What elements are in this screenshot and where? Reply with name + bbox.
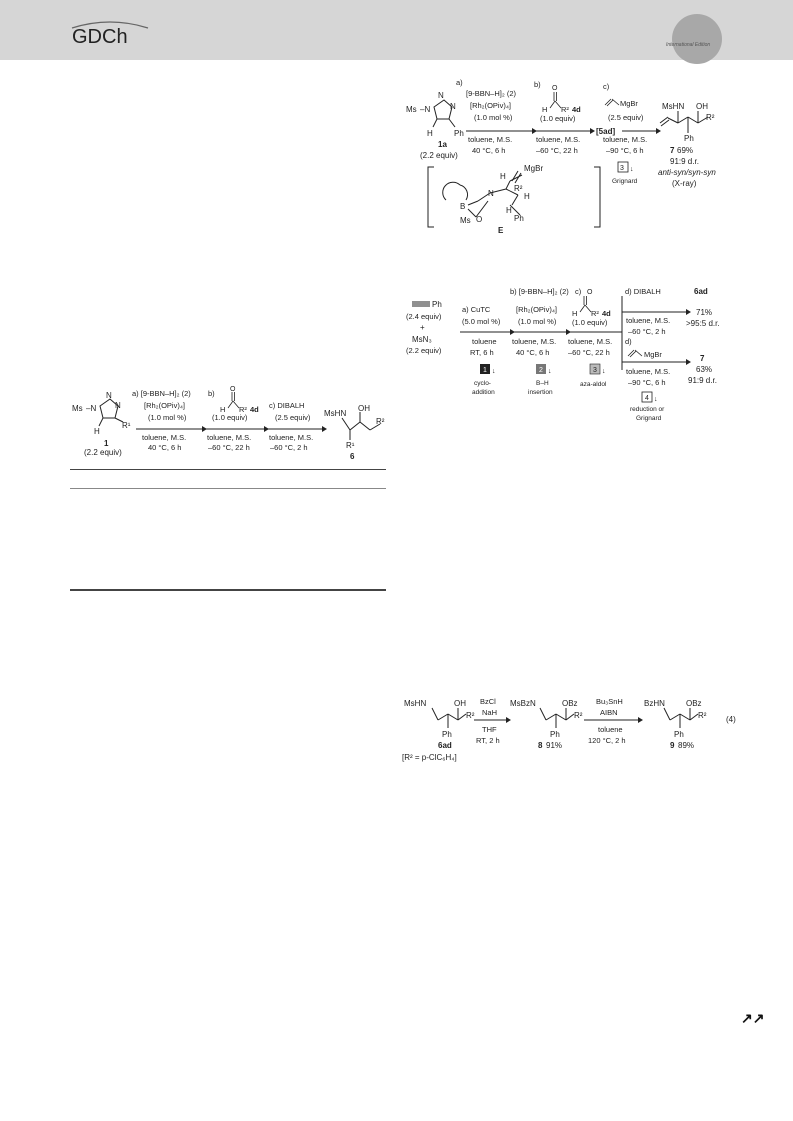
reagent-c-1: c)	[603, 82, 610, 91]
step1-reagent-1: BzCl	[480, 697, 496, 706]
mid-yield: 91%	[546, 741, 563, 750]
cond-d2-2: –90 °C, 6 h	[628, 378, 666, 387]
step3-label: aza-aldol	[580, 381, 607, 388]
prod1-label: 6ad	[694, 287, 708, 296]
aldehyde-icon	[550, 92, 561, 108]
step2-label-1: B–H	[536, 380, 549, 387]
svg-text:↓: ↓	[654, 396, 658, 403]
aldehyde-label: 4d	[572, 105, 581, 114]
cond-c-2: –60 °C, 2 h	[270, 443, 308, 452]
alkyne-equiv: (2.4 equiv)	[406, 312, 442, 321]
h-label: H	[427, 129, 433, 138]
cond-c-1: toluene, M.S.	[269, 433, 314, 442]
product-6-structure	[342, 412, 380, 440]
product-nhms: MsHN	[324, 409, 347, 418]
step4-label-2: Grignard	[636, 415, 662, 422]
cond-b-2: 40 °C, 6 h	[516, 348, 550, 357]
product-label: 6	[350, 452, 355, 461]
reagent-b-1: b)	[534, 80, 541, 89]
svg-text:↓: ↓	[492, 368, 496, 375]
sm-nhms: MsHN	[404, 699, 427, 708]
step1-num: 1	[483, 367, 487, 374]
sm-equiv: (2.2 equiv)	[84, 448, 122, 457]
sm-equiv: (2.2 equiv)	[420, 151, 458, 160]
reagent-b-2: [Rh₂(OPiv)₄]	[516, 305, 557, 314]
azide-label: MsN₃	[412, 335, 432, 344]
prod-yield: 89%	[678, 741, 695, 750]
compound-8-structure	[540, 708, 574, 728]
product-yield: 69%	[677, 146, 694, 155]
aldehyde-label: 4d	[602, 309, 611, 318]
ts-h3: H	[506, 206, 512, 215]
reagent-a-1: a) [9-BBN–H]₂ (2)	[132, 389, 191, 398]
cond-b-1: toluene, M.S.	[536, 135, 581, 144]
cond-a-2: 40 °C, 6 h	[148, 443, 182, 452]
step1-label-1: cyclo-	[474, 380, 491, 387]
product-oh: OH	[696, 102, 708, 111]
cond-a-1: toluene, M.S.	[468, 135, 513, 144]
prod1-dr: >95:5 d.r.	[686, 319, 720, 328]
reagent-b-label: b)	[208, 389, 215, 398]
cond-d1-1: toluene, M.S.	[626, 316, 671, 325]
logo-text: GDCh	[72, 26, 128, 46]
product-xray: (X-ray)	[672, 179, 697, 188]
product-stereo: anti-syn/syn-syn	[658, 168, 716, 177]
cond-a-1: toluene, M.S.	[142, 433, 187, 442]
product-dr: 91:9 d.r.	[670, 157, 699, 166]
reagent-c-1: c) DIBALH	[269, 401, 305, 410]
svg-text:O: O	[552, 85, 558, 92]
azide-equiv: (2.2 equiv)	[406, 346, 442, 355]
reagent-b-1: b) [9-BBN–H]₂ (2)	[510, 287, 569, 296]
reagent-a-2: [Rh₂(OPiv)₄]	[144, 401, 185, 410]
svg-text:–N: –N	[420, 105, 431, 114]
cond-b-1: toluene, M.S.	[512, 337, 557, 346]
step1-label-2: addition	[472, 389, 495, 396]
table-rule-bottom	[70, 589, 386, 591]
reagent-a-1: a) CuTC	[462, 305, 491, 314]
product-ph: Ph	[684, 134, 694, 143]
sm-r2: R²	[466, 711, 475, 720]
step3-num: 3	[620, 165, 624, 172]
step2-reagent-1: Bu₃SnH	[596, 697, 623, 706]
reagent-d2-2: MgBr	[644, 350, 662, 359]
aldehyde-h: H	[542, 105, 548, 114]
ts-h2: H	[524, 192, 530, 201]
h-label: H	[94, 427, 100, 436]
cond-c-2: –60 °C, 22 h	[568, 348, 610, 357]
intermediate-5ad: [5ad]	[596, 127, 616, 136]
step1-cond-2: RT, 2 h	[476, 736, 500, 745]
reagent-c-3: (1.0 equiv)	[572, 318, 608, 327]
product-r2: R²	[706, 113, 715, 122]
gdch-logo	[70, 18, 150, 51]
svg-text:N: N	[438, 91, 444, 100]
ts-o: O	[476, 215, 483, 224]
svg-text:↓: ↓	[630, 166, 634, 173]
table-rule-top	[70, 469, 386, 470]
plus-sign: +	[420, 323, 425, 332]
product-nhms: MsHN	[662, 102, 685, 111]
scheme-1	[70, 384, 390, 468]
sm-note: [R² = p-ClC₆H₄]	[402, 753, 457, 762]
mid-nmsbz: MsBzN	[510, 699, 536, 708]
ms-label: Ms	[72, 404, 83, 413]
svg-text:–N: –N	[86, 404, 97, 413]
ts-label: E	[498, 226, 504, 235]
cond-c-2: –90 °C, 6 h	[606, 146, 644, 155]
gdch-logo-graphic	[70, 18, 150, 46]
product-7-structure	[660, 111, 708, 133]
ts-n: N	[488, 189, 494, 198]
step1-reagent-2: NaH	[482, 708, 498, 717]
mid-obz: OBz	[562, 699, 578, 708]
ts-h1: H	[500, 172, 506, 181]
alkyne-ph: Ph	[432, 300, 442, 309]
ts-b: B	[460, 202, 466, 211]
cond-b-1: toluene, M.S.	[207, 433, 252, 442]
cond-c-1: toluene, M.S.	[568, 337, 613, 346]
reagent-c-3: (2.5 equiv)	[608, 113, 644, 122]
reagent-a-2: (5.0 mol %)	[462, 317, 501, 326]
reagent-d2-1: d)	[625, 337, 632, 346]
product-r1: R¹	[346, 441, 355, 450]
edition-label: International Edition	[666, 42, 711, 48]
prod-obz: OBz	[686, 699, 702, 708]
cond-d2-1: toluene, M.S.	[626, 367, 671, 376]
reagent-b-3: (1.0 equiv)	[540, 114, 576, 123]
prod-nhbz: BzHN	[644, 699, 665, 708]
step2-label-2: insertion	[528, 389, 553, 396]
compound-6ad-structure	[432, 708, 466, 728]
step4-label-1: reduction or	[630, 406, 665, 413]
prod2-label: 7	[700, 354, 705, 363]
reagent-c-2: (2.5 equiv)	[275, 413, 311, 422]
step4-num: 4	[645, 395, 649, 402]
ms-label: Ms	[406, 105, 417, 114]
step3-label: Grignard	[612, 178, 638, 185]
sm-ph: Ph	[442, 730, 452, 739]
ts-ph: Ph	[514, 214, 524, 223]
vinyl-icon	[628, 350, 642, 357]
aldehyde-icon	[580, 296, 591, 312]
svg-text:N: N	[450, 102, 456, 111]
vinyl-icon	[605, 99, 619, 106]
cond-b-2: –60 °C, 22 h	[536, 146, 578, 155]
cond-a-2: RT, 6 h	[470, 348, 494, 357]
prod-r2: R²	[698, 711, 707, 720]
reagent-d1-1: d) DIBALH	[625, 287, 661, 296]
mid-label: 8	[538, 741, 543, 750]
reagent-b-3: (1.0 mol %)	[518, 317, 557, 326]
scheme-3	[400, 282, 780, 422]
step3-num: 3	[593, 367, 597, 374]
aldehyde-r2: R²	[239, 405, 247, 414]
svg-text:O: O	[230, 386, 236, 393]
step2-cond-2: 120 °C, 2 h	[588, 736, 626, 745]
step1-cond-1: THF	[482, 725, 497, 734]
prod-ph: Ph	[674, 730, 684, 739]
svg-text:N: N	[106, 391, 112, 400]
aldehyde-r2: R²	[591, 309, 599, 318]
journal-seal-icon	[672, 14, 722, 64]
prod-label: 9	[670, 741, 675, 750]
reagent-a-3: [Rh₂(OPiv)₄]	[470, 101, 511, 110]
aldehyde-r2: R²	[561, 105, 569, 114]
sm-label: 6ad	[438, 741, 452, 750]
alkyne-icon	[412, 302, 430, 306]
reagent-a-4: (1.0 mol %)	[474, 113, 513, 122]
step2-num: 2	[539, 367, 543, 374]
mid-r2: R²	[574, 711, 583, 720]
step2-cond-1: toluene	[598, 725, 623, 734]
sm-label: 1	[104, 439, 109, 448]
reagent-a-2: [9-BBN–H]₂ (2)	[466, 89, 517, 98]
cond-a-1: toluene	[472, 337, 497, 346]
sm-oh: OH	[454, 699, 466, 708]
r1-label: R¹	[122, 421, 131, 430]
scheme-2	[400, 75, 780, 235]
compound-9-structure	[664, 708, 698, 728]
reagent-a-3: (1.0 mol %)	[148, 413, 187, 422]
ts-ms: Ms	[460, 216, 471, 225]
cond-b-2: –60 °C, 22 h	[208, 443, 250, 452]
cond-d1-2: –60 °C, 2 h	[628, 327, 666, 336]
aldehyde-h: H	[220, 405, 226, 414]
ts-r2: R²	[514, 184, 523, 193]
ph-label: Ph	[454, 129, 464, 138]
mid-ph: Ph	[550, 730, 560, 739]
reagent-a-1: a)	[456, 78, 463, 87]
svg-text:↓: ↓	[548, 368, 552, 375]
aldehyde-icon	[228, 392, 239, 408]
sm-label: 1a	[438, 140, 447, 149]
product-label: 7	[670, 146, 675, 155]
aldehyde-h: H	[572, 309, 578, 318]
aldehyde-label: 4d	[250, 405, 259, 414]
prod2-dr: 91:9 d.r.	[688, 376, 717, 385]
scheme-4	[400, 692, 780, 772]
cond-c-1: toluene, M.S.	[603, 135, 648, 144]
reagent-b-2: (1.0 equiv)	[212, 413, 248, 422]
svg-text:O: O	[587, 289, 593, 296]
product-r2: R²	[376, 417, 385, 426]
svg-text:↓: ↓	[602, 368, 606, 375]
product-oh: OH	[358, 404, 370, 413]
cond-a-2: 40 °C, 6 h	[472, 146, 506, 155]
step2-reagent-2: AIBN	[600, 708, 618, 717]
ts-mgbr: MgBr	[524, 164, 544, 173]
table-rule-mid	[70, 488, 386, 489]
continue-arrows-icon: ↗↗	[741, 1010, 765, 1026]
reagent-c-2: MgBr	[620, 99, 638, 108]
prod1-yield: 71%	[696, 308, 713, 317]
prod2-yield: 63%	[696, 365, 713, 374]
reagent-c-1: c)	[575, 287, 582, 296]
svg-text:N: N	[115, 401, 121, 410]
equation-number: (4)	[726, 715, 736, 724]
